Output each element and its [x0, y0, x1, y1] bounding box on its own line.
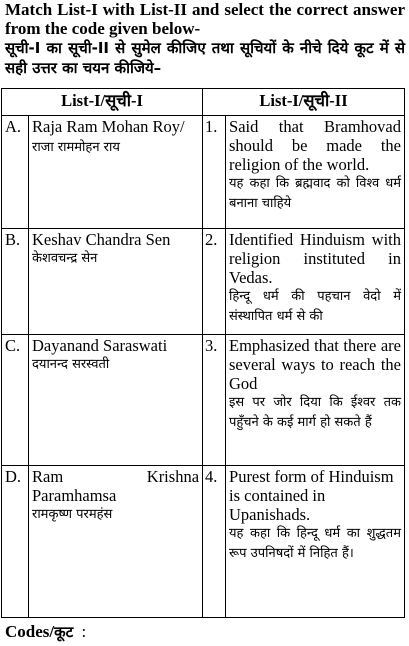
row-number: 2.	[203, 229, 226, 335]
item-english: Keshav Chandra Sen	[32, 230, 171, 249]
row-letter: B.	[2, 229, 29, 335]
question-heading-english: Match List-I with List-II and select the correct answer from the code given below-	[5, 0, 405, 38]
desc-hindi: यह कहा कि हिन्दू धर्म का शुद्धतम रूप उपनिषदों में निहित हैं।	[229, 526, 401, 561]
desc-english: Emphasized that there are several ways to reach the God	[229, 336, 401, 393]
item-hindi: केशवचन्द्र सेन	[32, 251, 98, 266]
match-table	[1, 88, 405, 618]
list-1-header: List-I/सूची-I	[2, 89, 203, 116]
desc-hindi: इस पर जोर दिया कि ईश्वर तक पहुँचने के कई मार्ग हो सकते हैं	[229, 395, 401, 430]
table-header-row	[2, 89, 405, 116]
list-2-header: List-I/सूची-II	[203, 89, 405, 116]
codes-label	[5, 622, 86, 642]
table-row	[2, 466, 405, 618]
list-2-item	[226, 229, 405, 335]
row-number: 4.	[203, 466, 226, 618]
row-letter: A.	[2, 116, 29, 229]
item-english: Ram Krishna Paramhamsa	[32, 467, 200, 505]
table-row	[2, 335, 405, 466]
list-1-item	[29, 335, 203, 466]
row-letter: D.	[2, 466, 29, 618]
row-number: 3.	[203, 335, 226, 466]
row-number: 1.	[203, 116, 226, 229]
desc-english: Identified Hinduism with religion instituted in Vedas.	[229, 230, 401, 287]
list-1-item	[29, 116, 203, 229]
list-2-item	[226, 116, 405, 229]
desc-english: Purest form of Hinduism is contained in Upanishads.	[229, 467, 394, 524]
desc-hindi: यह कहा कि ब्रह्मवाद को विश्व धर्म बनाना चाहिये	[229, 176, 401, 211]
item-hindi: रामकृष्ण परमहंस	[32, 507, 113, 522]
desc-english: Said that Bramhovad should be made the religion of the world.	[229, 117, 401, 174]
item-english: Raja Ram Mohan Roy/राजा राममोहन राय	[32, 117, 185, 155]
table-row	[2, 229, 405, 335]
item-hindi: राजा राममोहन राय	[32, 140, 120, 155]
codes-colon: :	[81, 622, 87, 641]
item-english: Dayanand Saraswati	[32, 336, 168, 355]
list-2-item	[226, 335, 405, 466]
desc-hindi: हिन्दू धर्म की पहचान वेदो में संस्थापित धर्म से की	[229, 289, 401, 324]
table-row	[2, 116, 405, 229]
codes-label-hindi: कूट	[54, 623, 74, 641]
row-letter: C.	[2, 335, 29, 466]
codes-label-english: Codes/	[5, 622, 55, 641]
item-hindi: दयानन्द सरस्वती	[32, 357, 110, 372]
list-1-item	[29, 229, 203, 335]
list-1-item	[29, 466, 203, 618]
list-2-item	[226, 466, 405, 618]
question-heading-hindi: सूची-I का सूची-II से सुमेल कीजिए तथा सूचियों के नीचे दिये कूट में से सही उत्तर का चयन कीजिये–	[5, 39, 405, 77]
